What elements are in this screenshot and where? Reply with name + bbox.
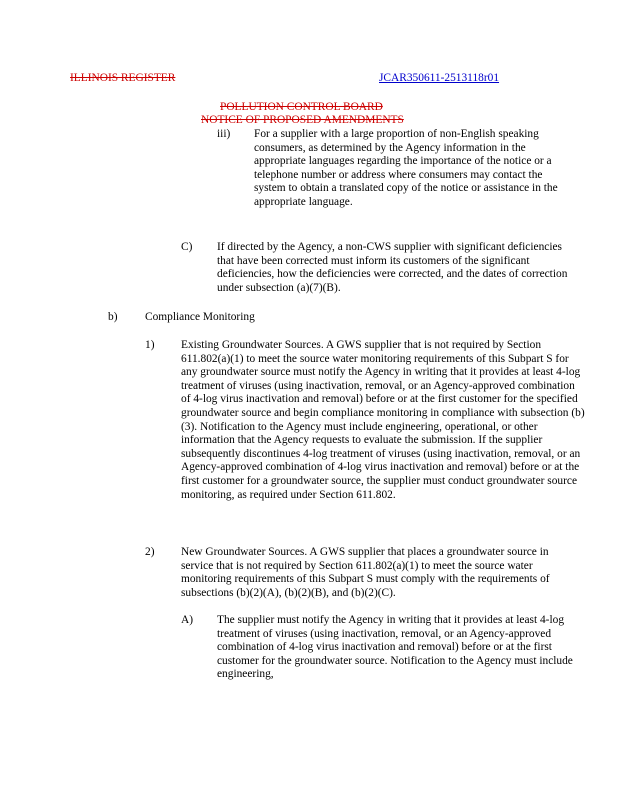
item-label-C: C) bbox=[181, 241, 193, 253]
item-label-A: A) bbox=[181, 614, 194, 626]
item-label-1: 1) bbox=[145, 339, 155, 351]
item-text-2: New Groundwater Sources. A GWS supplier that places a groundwater source in service that is not required by Section 611.802(a)(1) to meet the source water monitoring requirements of this Subpart S must comply with the requirements of subsections (b)(2)(A), (b)(2)(B), and (b)(2)(C). bbox=[181, 546, 550, 599]
item-label-2: 2) bbox=[145, 546, 155, 558]
board-name: POLLUTION CONTROL BOARD bbox=[220, 101, 383, 113]
section-label-b: b) bbox=[108, 311, 118, 323]
jcar-code-link[interactable]: JCAR350611-2513118r01 bbox=[379, 72, 500, 84]
section-heading-compliance-monitoring: Compliance Monitoring bbox=[145, 311, 255, 323]
item-text-1: Existing Groundwater Sources. A GWS supplier that is not required by Section 611.802(a)(1) to meet the source water monitoring requirements of this Subpart S for any groundwater source must notify the Agency in writing that it provides at least 4-log treatment of viruses (using inactivation, removal, or an Agency-approved combination of 4-log virus inactivation and removal) before or at the first customer for the specified groundwater source and begin compliance monitoring in compliance with subsection (b)(3). Notification to the Agency must include engineering, operational, or other information that the Agency requests to evaluate the submission. If the supplier subsequently discontinues 4-log treatment of viruses (using inactivation, removal, or an Agency-approved combination of 4-log virus inactivation and removal) before or at the first customer for a groundwater source, the supplier must conduct groundwater source monitoring, as required under Section 611.802. bbox=[181, 339, 585, 501]
register-title: ILLINOIS REGISTER bbox=[70, 72, 176, 84]
item-text-iii: For a supplier with a large proportion of non-English speaking consumers, as determined by the Agency information in the appropriate languages regarding the importance of the notice or a telephone number or address where consumers may contact the system to obtain a translated copy of the notice or assistance in the appropriate language. bbox=[254, 128, 558, 208]
item-text-C: If directed by the Agency, a non-CWS supplier with significant deficiencies that have been corrected must inform its customers of the significant deficiencies, how the deficiencies were corrected, and the dates of correction under subsection (a)(7)(B). bbox=[217, 241, 568, 294]
item-text-A: The supplier must notify the Agency in writing that it provides at least 4-log treatment of viruses (using inactivation, removal, or an Agency-approved combination of 4-log virus inactivation and removal) before or at the first customer for the groundwater source. Notification to the Agency must include engineering, bbox=[217, 614, 573, 681]
item-label-iii: iii) bbox=[217, 128, 231, 140]
notice-title: NOTICE OF PROPOSED AMENDMENTS bbox=[201, 114, 404, 126]
